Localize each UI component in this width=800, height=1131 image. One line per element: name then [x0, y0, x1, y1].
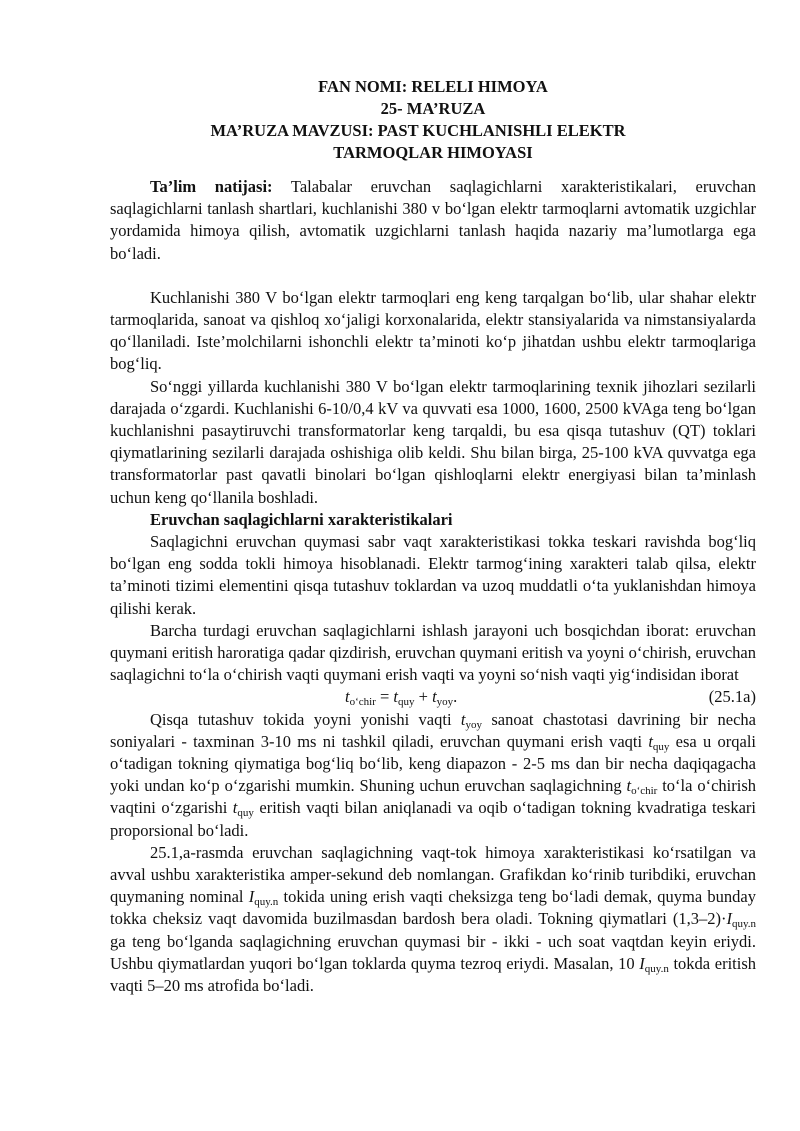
subject-title: FAN NOMI: RELELI HIMOYA: [318, 77, 548, 96]
lecture-topic-line1: MA’RUZA MAVZUSI: PAST KUCHLANISHLI ELEKTR: [210, 121, 626, 140]
formula-row: [110, 686, 756, 708]
learning-outcome-text: Talabalar eruvchan saqlagichlarni xarakteristikalari, eruvchan saqlagichlarni tanlash shartlari, kuchlanishi 380 v bo‘lgan elektr tarmoqlarni avtomatik uzgichlar yordamida himoya qilish, avtomatik uzgichlarni tanlash haqida nazariy ma’lumotlarga ega bo‘ladi.: [110, 177, 756, 263]
learning-outcome: [110, 176, 756, 265]
formula: $t_{o‘chir} = t_{quy} + t_{yoy}$.: [345, 687, 458, 709]
lecture-number: 25- MA’RUZA: [380, 99, 486, 118]
section-heading: Eruvchan saqlagichlarni xarakteristikalari: [150, 509, 453, 529]
learning-outcome-label: Ta’lim natijasi:: [150, 177, 273, 196]
paragraph-5: Qisqa tutashuv tokida yoyni yonishi vaqti $t_{yoy}$ sanoat chastotasi davrining bir necha soniyalari - taxminan 3-10 ms ni tashkil qiladi, eruvchan quymani erish vaqti $t_{quy}$ esa u orqali o‘tadigan tokning qiymatiga bog‘liq bo‘lib, keng diapazon - 2-5 ms dan bir necha daqiqagacha yoki undan ko‘p o‘zgarishi mumkin. Shuning uchun eruvchan saqlagichning $t_{o‘chir}$ to‘la o‘chirish vaqtini o‘zgarishi $t_{quy}$ eritish vaqti bilan aniqlanadi va oqib o‘tadigan tokning kvadratiga teskari proporsional bo‘ladi.: [110, 709, 756, 840]
paragraph-6: 25.1,a-rasmda eruvchan saqlagichning vaqt-tok himoya xarakteristikasi ko‘rsatilgan va avval ushbu xarakteristika amper-sekund deb nomlangan. Grafikdan ko‘rinib turibdiki, eruvchan quymaning nominal $I_{quy.n}$ tokida uning erish vaqti cheksizga teng bo‘ladi demak, quyma bunday tokka cheksiz vaqt davomida buzilmasdan bardosh bera oladi. Tokning qiymatlari $(1,3-2)\cdot I_{quy.n}$ ga teng bo‘lganda saqlagichning eruvchan quymasi bir - ikki - uch soat vaqtdan keyin eriydi. Ushbu qiymatlardan yuqori bo‘lgan toklarda quyma tezroq eriydi. Masalan, 10 $I_{quy.n}$ tokda eritish vaqti 5–20 ms atrofida bo‘ladi.: [110, 842, 756, 996]
lecture-topic-line2: TARMOQLAR HIMOYASI: [333, 143, 533, 162]
paragraph-3: Saqlagichni eruvchan quymasi sabr vaqt xarakteristikasi tokka teskari ravishda bog‘liq bo‘lgan eng sodda tokli himoya hisoblanadi. Elektr tarmog‘ining xarakteri talab qilsa, elektr ta’minoti tizimi elementini qisqa tutashuv toklardan va uzoq muddatli o‘ta yuklanishdan himoya qilishi kerak.: [110, 532, 756, 618]
paragraph-4: Barcha turdagi eruvchan saqlagichlarni ishlash jarayoni uch bosqichdan iborat: eruvchan quymani eritish haroratiga qadar qizdirish, eruvchan quymani eritish va yoyni o‘chirish, eruvchan saqlagichni to‘la o‘chirish vaqti quymani erish vaqti va yoyni so‘nish vaqti yig‘indisidan iborat: [110, 620, 756, 685]
paragraph-1: Kuchlanishi 380 V bo‘lgan elektr tarmoqlari eng keng tarqalgan bo‘lib, ular shahar elektr tarmoqlarida, sanoat va qishloq xo‘jaligi korxonalarida, elektr stansiyalarida va nimstansiyalarda qo‘llaniladi. Iste’molchilarni ishonchli elektr ta’minoti ko‘p jihatdan ushbu elektr tarmoqlariga bog‘liq.: [110, 287, 756, 374]
paragraph-2: So‘nggi yillarda kuchlanishi 380 V bo‘lgan elektr tarmoqlarining texnik jihozlari sezilarli darajada o‘zgardi. Kuchlanishi 6-10/0,4 kV va quvvati esa 1000, 1600, 2500 kVAga teng bo‘lgan kuchlanishni pasaytiruvchi transformatorlar keng tarqaldi, bu esa qisqa tutashuv (QT) toklari qiymatlarining sezilarli darajada oshishiga olib keldi. Shu bilan birga, 25-100 kVA quvvatga ega transformatorlar past qavatli binolari bo‘lgan qishloqlarni elektr energiyasi bilan ta’minlash uchun keng qo‘llanila boshladi.: [110, 376, 756, 507]
document-header: [110, 76, 756, 164]
equation-number: (25.1a): [708, 687, 756, 707]
